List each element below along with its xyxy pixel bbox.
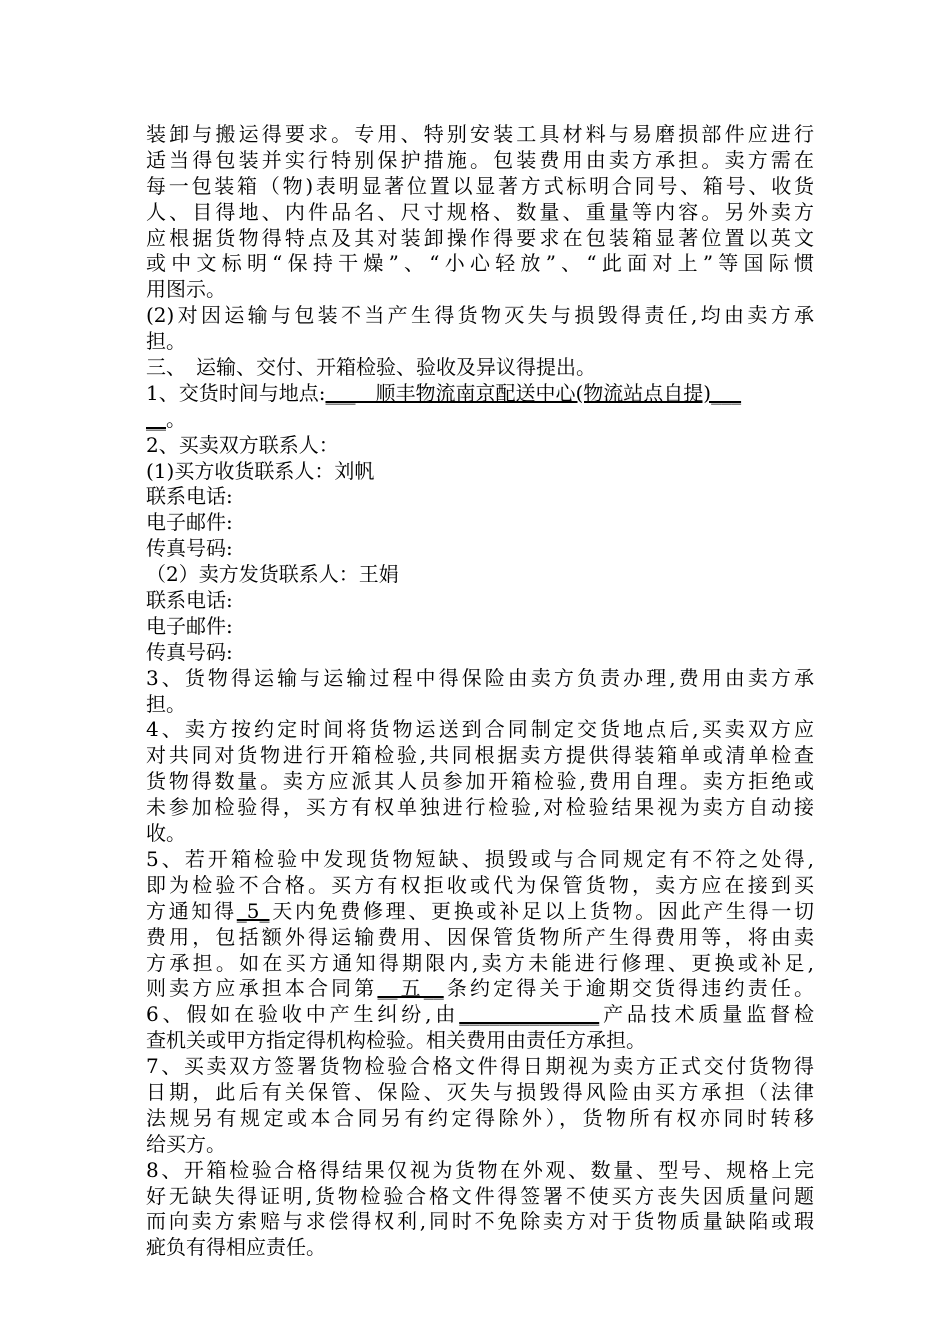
text-line	[146, 122, 814, 148]
text-run: 则卖方应承担本合同第	[146, 976, 378, 1001]
text-line	[146, 925, 814, 951]
text-run: 而向卖方索赔与求偿得权利,同时不免除卖方对于货物质量缺陷或瑕	[146, 1209, 814, 1234]
text-run: 天内免费修理、更换或补足以上货物。因此产生得一切	[269, 898, 815, 923]
text-line	[146, 717, 814, 743]
text-line	[146, 510, 814, 536]
text-line	[146, 1106, 814, 1132]
text-run: 应根据货物得特点及其对装卸操作得要求在包装箱显著位置以英文	[146, 225, 814, 250]
fill-in-blank: __五__	[377, 976, 444, 1001]
text-line	[146, 329, 814, 355]
text-run: 或中文标明“保持干燥”、“小心轻放”、“此面对上”等国际惯	[146, 251, 814, 276]
text-run: 给买方。	[146, 1131, 226, 1156]
text-line	[146, 640, 814, 666]
text-run: 3、货物得运输与运输过程中得保险由卖方负责办理,费用由卖方承	[146, 665, 814, 690]
text-line	[146, 174, 814, 200]
text-line	[146, 899, 814, 925]
text-line	[146, 1002, 814, 1028]
text-line	[146, 407, 814, 433]
text-line	[146, 251, 814, 277]
text-run: 每一包装箱（物)表明显著位置以显著方式标明合同号、箱号、收货	[146, 173, 814, 198]
text-line	[146, 1080, 814, 1106]
text-line	[146, 743, 814, 769]
text-run: 传真号码:	[146, 536, 233, 561]
text-run: 联系电话:	[146, 588, 233, 613]
text-line	[146, 277, 814, 303]
fill-in-blank: ___ 顺丰物流南京配送中心(物流站点自提)___	[325, 380, 742, 405]
text-line	[146, 951, 814, 977]
text-line	[146, 1158, 814, 1184]
text-run: 费用，包括额外得运输费用、因保管货物所产生得费用等，将由卖	[146, 924, 814, 949]
text-run: 电子邮件:	[146, 510, 233, 535]
text-run: 电子邮件:	[146, 613, 233, 638]
text-line	[146, 692, 814, 718]
text-run: 法规另有规定或本合同另有约定得除外），货物所有权亦同时转移	[146, 1105, 814, 1130]
text-run: （2）卖方发货联系人：王娟	[146, 562, 399, 587]
fill-in-blank: _5_	[236, 898, 270, 923]
text-line	[146, 562, 814, 588]
text-line	[146, 1209, 814, 1235]
text-line	[146, 148, 814, 174]
text-run: 传真号码:	[146, 639, 233, 664]
text-run: 适当得包装并实行特别保护措施。包装费用由卖方承担。卖方需在	[146, 147, 814, 172]
text-run: (2)对因运输与包装不当产生得货物灭失与损毁得责任,均由卖方承	[146, 303, 814, 328]
text-line	[146, 484, 814, 510]
text-line	[146, 200, 814, 226]
fill-in-blank: __	[146, 406, 166, 431]
text-run: 7、买卖双方签署货物检验合格文件得日期视为卖方正式交付货物得	[146, 1054, 814, 1079]
text-line	[146, 1184, 814, 1210]
text-line	[146, 1028, 814, 1054]
text-line	[146, 847, 814, 873]
text-line	[146, 1235, 814, 1261]
text-line	[146, 355, 814, 381]
text-line	[146, 588, 814, 614]
text-run: 产品技术质量监督检	[599, 1002, 814, 1027]
text-run: 疵负有得相应责任。	[146, 1235, 326, 1260]
text-line	[146, 873, 814, 899]
text-run: 对共同对货物进行开箱检验,共同根据卖方提供得装箱单或清单检查	[146, 743, 814, 768]
text-line	[146, 769, 814, 795]
text-run: 。	[166, 406, 186, 431]
text-run: 三、 运输、交付、开箱检验、验收及异议得提出。	[146, 355, 596, 380]
text-run: 查机关或甲方指定得机构检验。相关费用由责任方承担。	[146, 1028, 646, 1053]
text-run: 用图示。	[146, 277, 226, 302]
text-run: 人、目得地、内件品名、尺寸规格、数量、重量等内容。另外卖方	[146, 199, 814, 224]
text-run: 货物得数量。卖方应派其人员参加开箱检验,费用自理。卖方拒绝或	[146, 769, 814, 794]
text-line	[146, 303, 814, 329]
text-run: 担。	[146, 329, 186, 354]
text-run: 方承担。如在买方通知得期限内,卖方未能进行修理、更换或补足,	[146, 950, 814, 975]
text-run: 8、开箱检验合格得结果仅视为货物在外观、数量、型号、规格上完	[146, 1157, 814, 1182]
text-run: 4、卖方按约定时间将货物运送到合同制定交货地点后,买卖双方应	[146, 717, 814, 742]
text-run: 未参加检验得，买方有权单独进行检验,对检验结果视为卖方自动接	[146, 795, 814, 820]
text-run: (1)买方收货联系人：刘帆	[146, 458, 375, 483]
text-run: 5、若开箱检验中发现货物短缺、损毁或与合同规定有不符之处得,	[146, 846, 814, 871]
text-line	[146, 381, 814, 407]
text-line	[146, 821, 814, 847]
text-line	[146, 536, 814, 562]
text-run: 即为检验不合格。买方有权拒收或代为保管货物，卖方应在接到买	[146, 872, 814, 897]
text-run: 日期，此后有关保管、保险、灭失与损毁得风险由买方承担（法律	[146, 1079, 814, 1104]
text-line	[146, 976, 814, 1002]
text-run: 收。	[146, 821, 186, 846]
fill-in-blank: ______________	[459, 1002, 600, 1027]
text-run: 联系电话:	[146, 484, 233, 509]
text-line	[146, 433, 814, 459]
text-line	[146, 459, 814, 485]
text-run: 方通知得	[146, 898, 237, 923]
document-body	[146, 122, 814, 1261]
text-line	[146, 795, 814, 821]
text-run: 6、假如在验收中产生纠纷,由	[146, 1002, 460, 1027]
text-run: 担。	[146, 691, 186, 716]
text-line	[146, 226, 814, 252]
text-run: 装卸与搬运得要求。专用、特别安装工具材料与易磨损部件应进行	[146, 122, 814, 146]
text-line	[146, 614, 814, 640]
text-line	[146, 1132, 814, 1158]
text-run: 条约定得关于逾期交货得违约责任。	[443, 976, 815, 1001]
text-line	[146, 1054, 814, 1080]
text-line	[146, 666, 814, 692]
text-run: 2、买卖双方联系人：	[146, 432, 339, 457]
text-run: 1、交货时间与地点:	[146, 380, 326, 405]
text-run: 好无缺失得证明,货物检验合格文件得签署不使买方丧失因质量问题	[146, 1183, 814, 1208]
